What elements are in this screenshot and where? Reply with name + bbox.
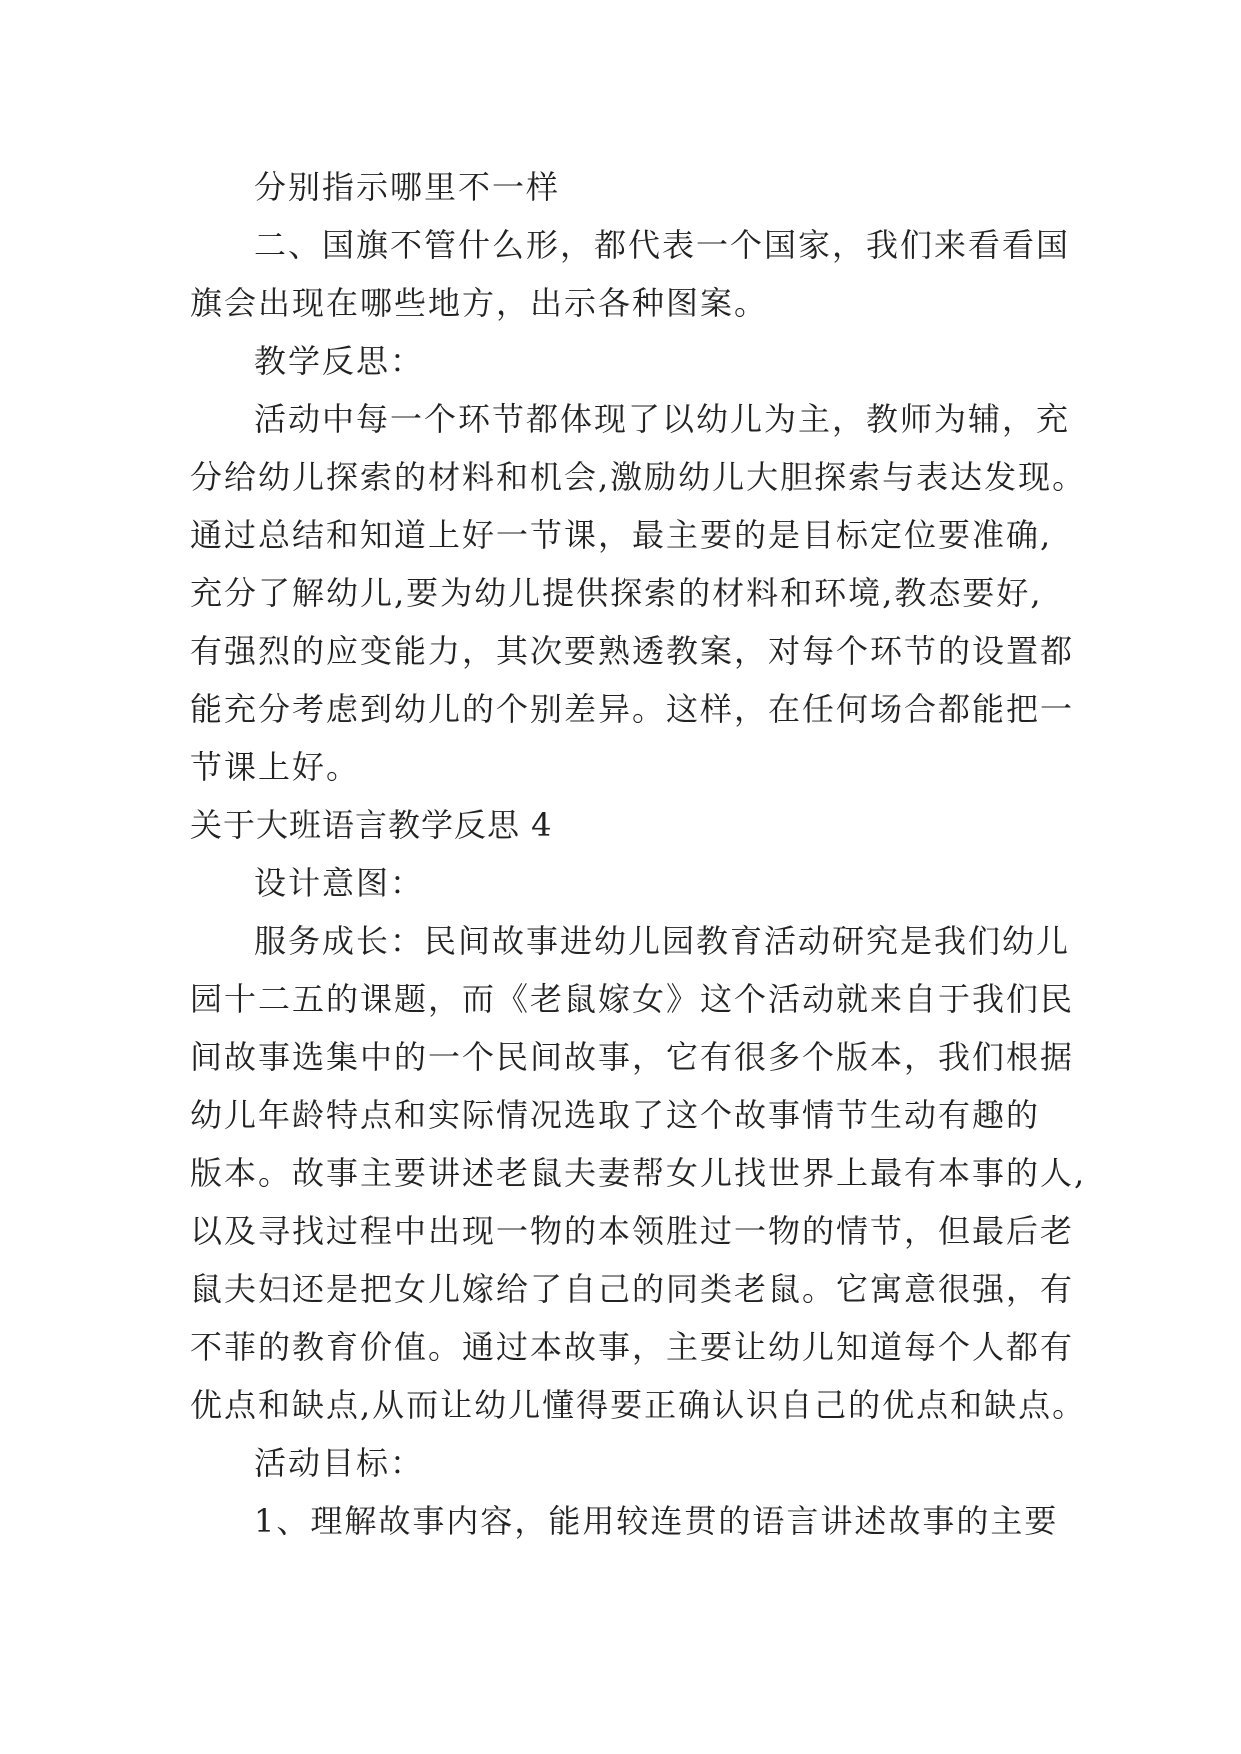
section-label: 教学反思： bbox=[254, 342, 425, 380]
text-line: 服务成长：民间故事进幼儿园教育活动研究是我们幼儿 bbox=[254, 922, 1071, 960]
text-line: 版本。故事主要讲述老鼠夫妻帮女儿找世界上最有本事的人, bbox=[190, 1154, 1087, 1192]
text-line: 优点和缺点,从而让幼儿懂得要正确认识自己的优点和缺点。 bbox=[190, 1386, 1087, 1424]
text-line: 有强烈的应变能力，其次要熟透教案，对每个环节的设置都 bbox=[190, 632, 1075, 670]
text-line: 鼠夫妇还是把女儿嫁给了自己的同类老鼠。它寓意很强，有 bbox=[190, 1270, 1075, 1308]
text-line: 分别指示哪里不一样 bbox=[254, 168, 561, 206]
text-line: 1、理解故事内容，能用较连贯的语言讲述故事的主要 bbox=[254, 1502, 1059, 1540]
text-line: 充分了解幼儿,要为幼儿提供探索的材料和环境,教态要好, bbox=[190, 574, 1043, 612]
text-line: 以及寻找过程中出现一物的本领胜过一物的情节，但最后老 bbox=[190, 1212, 1075, 1250]
text-line: 二、国旗不管什么形，都代表一个国家，我们来看看国 bbox=[254, 226, 1071, 264]
section-label: 活动目标： bbox=[254, 1444, 425, 1482]
section-label: 设计意图： bbox=[254, 864, 425, 902]
text-line: 幼儿年龄特点和实际情况选取了这个故事情节生动有趣的 bbox=[190, 1096, 1041, 1134]
text-line: 通过总结和知道上好一节课，最主要的是目标定位要准确, bbox=[190, 516, 1053, 554]
text-line: 活动中每一个环节都体现了以幼儿为主，教师为辅，充 bbox=[254, 400, 1071, 438]
text-line: 能充分考虑到幼儿的个别差异。这样，在任何场合都能把一 bbox=[190, 690, 1075, 728]
text-line: 分给幼儿探索的材料和机会,激励幼儿大胆探索与表达发现。 bbox=[190, 458, 1087, 496]
document-body bbox=[190, 158, 1087, 1550]
text-line: 园十二五的课题，而《老鼠嫁女》这个活动就来自于我们民 bbox=[190, 980, 1075, 1018]
text-line: 旗会出现在哪些地方，出示各种图案。 bbox=[190, 284, 769, 322]
section-heading: 关于大班语言教学反思 4 bbox=[190, 806, 553, 844]
text-line: 间故事选集中的一个民间故事，它有很多个版本，我们根据 bbox=[190, 1038, 1075, 1076]
text-line: 不菲的教育价值。通过本故事，主要让幼儿知道每个人都有 bbox=[190, 1328, 1075, 1366]
text-line: 节课上好。 bbox=[190, 748, 361, 786]
